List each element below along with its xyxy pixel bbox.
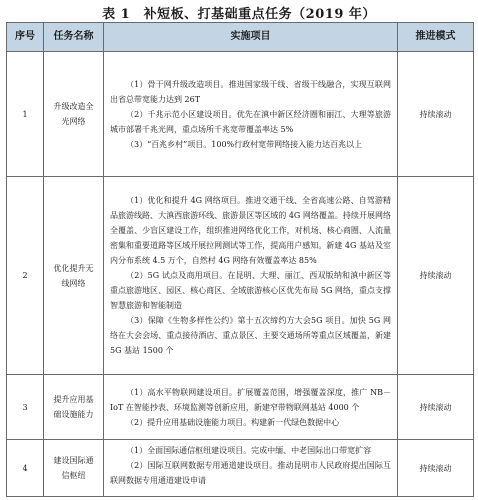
content-item: （1）高水平物联网建设项目。扩展覆盖范围，增强覆盖深度，推广 NB－IoT 在智能抄表、环境监测等创新应用，新建窄带物联网基站 4000 个 [110,387,391,412]
row-mode: 持续滚动 [398,52,474,177]
row-index: 2 [7,177,44,375]
header-mode: 推进模式 [398,23,474,52]
task-table [6,22,474,497]
row-content [104,440,398,497]
table-row [7,440,474,497]
table-title: 表 1 补短板、打基础重点任务（2019 年） [102,7,376,22]
row-mode: 持续滚动 [398,375,474,440]
row-mode: 持续滚动 [398,177,474,375]
header-task: 任务名称 [44,23,104,52]
header-index: 序号 [7,23,44,52]
content-item: （2）国际互联网数据专用通道建设项目。推动昆明市人民政府提出国际互联网数据专用通道建设申请 [110,461,391,485]
content-item: （3）“百兆乡村”项目。100%行政村宽带网络接入能力达百兆以上 [126,139,363,149]
row-mode: 持续滚动 [398,440,474,497]
content-item: （2）5G 试点及商用项目。在昆明、大理、丽江、西双版纳和滇中新区等重点旅游地区、园区、核心商区、全域旅游核心区优先布局 5G 网络，重点支撑智慧旅游和智能制造 [110,271,391,310]
header-row [7,23,474,52]
header-content: 实施项目 [104,23,398,52]
row-task-name: 提升应用基础设施能力 [44,375,104,440]
row-content [104,177,398,375]
row-task-name: 建设国际通信枢纽 [44,440,104,497]
row-index: 1 [7,52,44,177]
row-index: 4 [7,440,44,497]
content-item: （3）保障《生物多样性公约》第十五次缔约方大会5G 项目。加快 5G 网络在大会会场、重点接待酒店、重点景区、主要交通场所等重点区域覆盖，新建 5G 基站 1500 个 [110,316,391,355]
table-row [7,177,474,375]
row-task-name: 升级改造全光网络 [44,52,104,177]
content-item: （1）优化和提升 4G 网络项目。推进交通干线、全省高速公路、自驾游精品旅游线路、大滇西旅游环线、旅游景区等区域的 4G 网络覆盖。持续开展网络全覆盖、少盲区建设工作，组织推进网络优化工作，对机场、核心商圈、人流量密集和重要道路等区域开展拉网测试等工作，提高用户感知。新建 4G 基站及室内分布系统 4.5 万个，自然村 4G 网络有效覆盖率达 85% [110,196,391,265]
content-item: （2）提升应用基础设施能力项目。构建新一代绿色数据中心 [126,417,340,427]
content-item: （1）骨干网升级改造项目。推进国家级干线、省级干线融合，实现互联网出省总带宽能力达到 26T [110,79,391,104]
table-row [7,375,474,440]
row-index: 3 [7,375,44,440]
content-item: （2）千兆示范小区建设项目。优先在滇中新区经济圈和丽江、大理等旅游城市部署千兆光网，重点场所千兆宽带覆盖率达 5% [110,109,391,134]
content-item: （1）全面国际通信枢纽建设项目。完成中缅、中老国际出口带宽扩容 [126,446,372,455]
table-row [7,52,474,177]
row-task-name: 优化提升无线网络 [44,177,104,375]
row-content [104,375,398,440]
row-content [104,52,398,177]
